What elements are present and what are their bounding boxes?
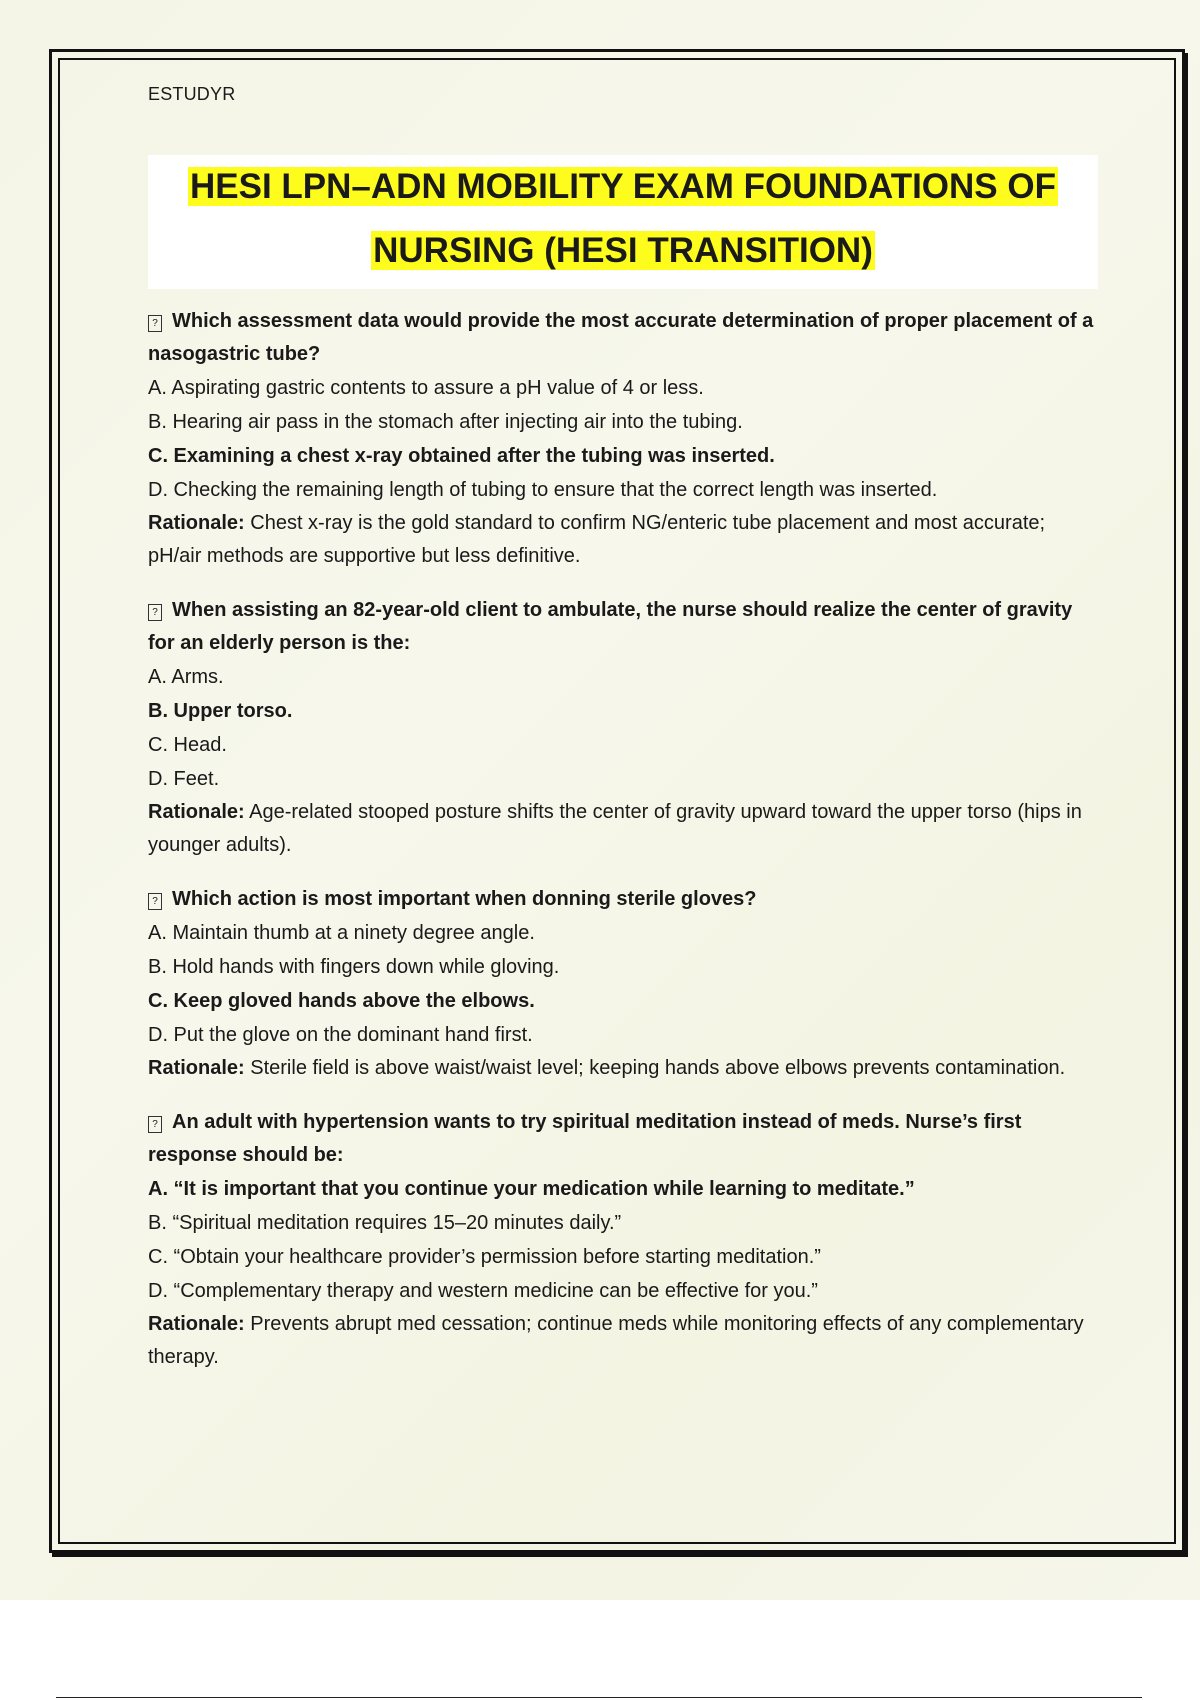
rationale-label: Rationale:	[148, 1057, 245, 1079]
answer-option: B. Hearing air pass in the stomach after injecting air into the tubing.	[148, 411, 743, 433]
answer-option: A. Maintain thumb at a ninety degree angle.	[148, 922, 535, 944]
rationale	[148, 507, 1098, 573]
brand-header: ESTUDYR	[148, 84, 236, 104]
question-text	[148, 883, 1098, 916]
rationale-label: Rationale:	[148, 801, 245, 823]
rationale-text: Sterile field is above waist/waist level; keeping hands above elbows prevents contamination.	[250, 1057, 1066, 1079]
answer-option: A. Aspirating gastric contents to assure a pH value of 4 or less.	[148, 377, 704, 399]
answer-option: D. Checking the remaining length of tubing to ensure that the correct length was inserted.	[148, 479, 938, 501]
question-text	[148, 1106, 1098, 1172]
question-block	[148, 1106, 1098, 1374]
question-list	[148, 305, 1098, 1374]
answer-option: B. “Spiritual meditation requires 15–20 minutes daily.”	[148, 1212, 622, 1234]
rationale-text: Chest x-ray is the gold standard to confirm NG/enteric tube placement and most accurate; pH/air methods are supportive but less definitive.	[148, 512, 1046, 567]
question-block	[148, 883, 1098, 1085]
question-text	[148, 305, 1098, 371]
answer-option-correct: B. Upper torso.	[148, 700, 293, 722]
page-bottom-area	[0, 1600, 1200, 1700]
answer-option-correct: A. “It is important that you continue your medication while learning to meditate.”	[148, 1178, 915, 1200]
answer-option-correct: C. Keep gloved hands above the elbows.	[148, 990, 535, 1012]
rationale-text: Prevents abrupt med cessation; continue meds while monitoring effects of any complementary therapy.	[148, 1313, 1084, 1368]
title-line-1: HESI LPN–ADN MOBILITY EXAM FOUNDATIONS OF	[190, 167, 1056, 206]
question-stem: An adult with hypertension wants to try spiritual meditation instead of meds. Nurse’s first response should be:	[148, 1111, 1022, 1166]
footer-divider	[56, 1697, 1142, 1698]
rationale	[148, 1308, 1098, 1374]
page-border-outer	[49, 49, 1185, 1553]
question-stem: When assisting an 82-year-old client to ambulate, the nurse should realize the center of gravity for an elderly person is the:	[148, 599, 1073, 654]
question-block	[148, 305, 1098, 573]
answer-option: C. “Obtain your healthcare provider’s permission before starting meditation.”	[148, 1246, 821, 1268]
rationale-label: Rationale:	[148, 1313, 245, 1335]
answer-option: A. Arms.	[148, 666, 224, 688]
rationale-text: Age-related stooped posture shifts the center of gravity upward toward the upper torso (hips in younger adults).	[148, 801, 1082, 856]
page-border-inner	[58, 58, 1176, 1544]
question-text	[148, 594, 1098, 660]
question-marker-icon: ?	[148, 604, 162, 621]
question-marker-icon: ?	[148, 315, 162, 332]
document-title	[148, 155, 1098, 289]
answer-option: B. Hold hands with fingers down while gloving.	[148, 956, 560, 978]
title-line-2: NURSING (HESI TRANSITION)	[373, 231, 873, 270]
question-block	[148, 594, 1098, 862]
question-stem: Which assessment data would provide the most accurate determination of proper placement of a nasogastric tube?	[148, 310, 1094, 365]
answer-option: D. “Complementary therapy and western medicine can be effective for you.”	[148, 1280, 818, 1302]
rationale	[148, 1052, 1098, 1085]
answer-option-correct: C. Examining a chest x-ray obtained after the tubing was inserted.	[148, 445, 775, 467]
answer-option: D. Feet.	[148, 768, 220, 790]
answer-option: C. Head.	[148, 734, 227, 756]
question-stem: Which action is most important when donning sterile gloves?	[172, 888, 757, 910]
rationale-label: Rationale:	[148, 512, 245, 534]
document-content	[148, 74, 1098, 1395]
rationale	[148, 796, 1098, 862]
answer-option: D. Put the glove on the dominant hand first.	[148, 1024, 533, 1046]
question-marker-icon: ?	[148, 893, 162, 910]
question-marker-icon: ?	[148, 1116, 162, 1133]
